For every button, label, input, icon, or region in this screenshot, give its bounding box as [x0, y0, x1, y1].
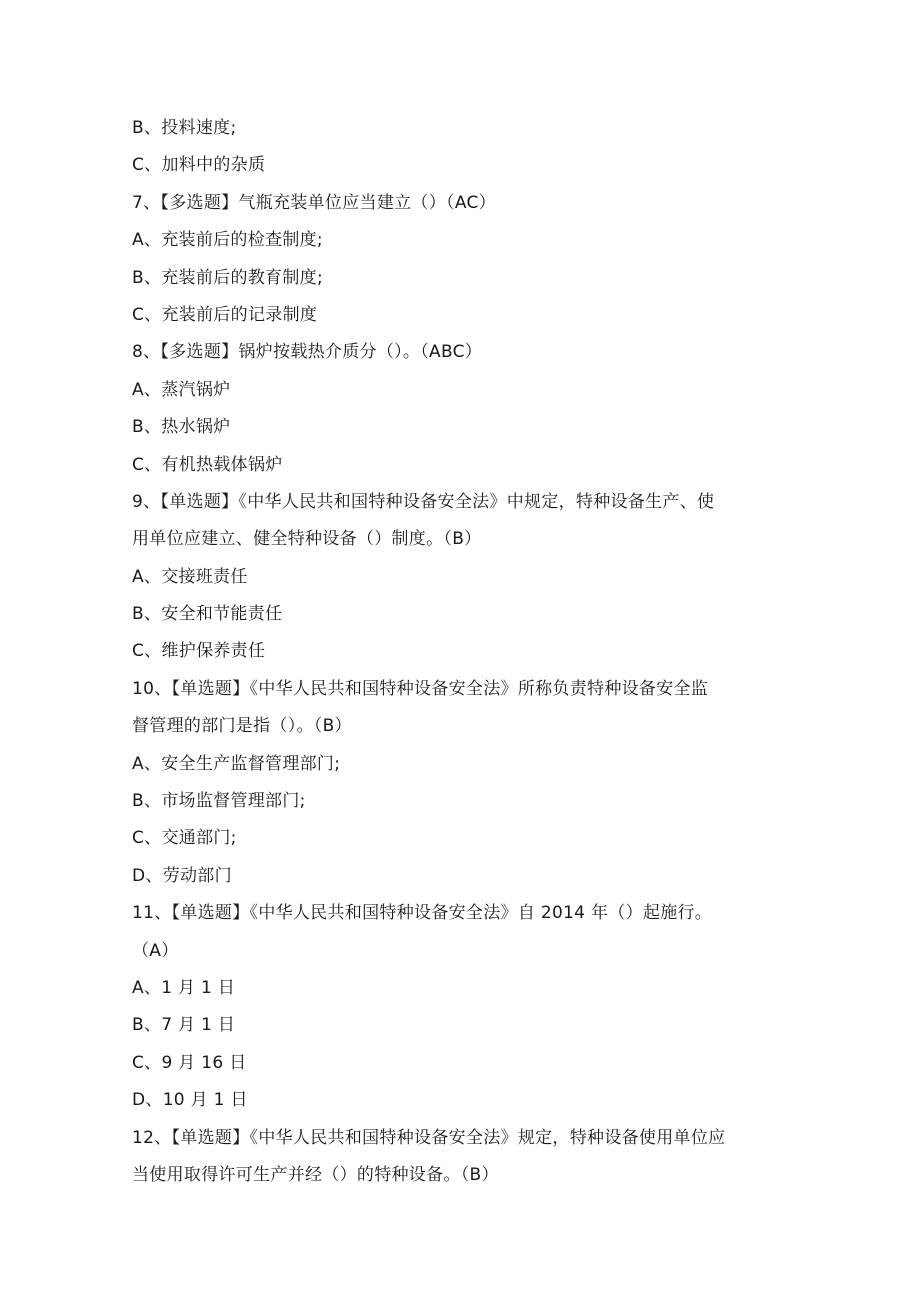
option-line: A、充装前后的检查制度; [132, 230, 323, 251]
option-line: B、安全和节能责任 [132, 604, 283, 625]
question-12: 12、【单选题】《中华人民共和国特种设备安全法》规定，特种设备使用单位应 [132, 1127, 726, 1148]
option-line: C、交通部门; [132, 828, 237, 849]
option-line: C、有机热载体锅炉 [132, 454, 283, 475]
question-9: 9、【单选题】《中华人民共和国特种设备安全法》中规定，特种设备生产、使 [132, 491, 715, 512]
text-line: C、加料中的杂质 [132, 155, 266, 176]
question-12-continued: 当使用取得许可生产并经（）的特种设备。（B） [132, 1164, 499, 1185]
option-line: D、劳动部门 [132, 865, 232, 886]
option-line: C、维护保养责任 [132, 641, 266, 662]
question-11: 11、【单选题】《中华人民共和国特种设备安全法》自 2014 年（）起施行。 [132, 903, 713, 924]
text-line: B、投料速度; [132, 118, 237, 138]
option-line: D、10 月 1 日 [132, 1090, 248, 1111]
option-line: A、安全生产监督管理部门; [132, 753, 341, 774]
option-line: B、充装前后的教育制度; [132, 267, 323, 288]
option-line: B、7 月 1 日 [132, 1015, 236, 1036]
option-line: A、交接班责任 [132, 566, 248, 587]
option-line: A、蒸汽锅炉 [132, 379, 231, 400]
option-line: A、1 月 1 日 [132, 977, 236, 998]
document-body [132, 110, 792, 1194]
option-line: C、充装前后的记录制度 [132, 304, 318, 325]
option-line: B、市场监督管理部门; [132, 791, 306, 812]
question-9-continued: 用单位应建立、健全特种设备（）制度。（B） [132, 529, 482, 550]
question-11-answer: （A） [132, 940, 179, 961]
option-line: B、热水锅炉 [132, 417, 231, 438]
question-10-continued: 督管理的部门是指（）。（B） [132, 716, 352, 737]
option-line: C、9 月 16 日 [132, 1052, 247, 1073]
question-7: 7、【多选题】气瓶充装单位应当建立（）（AC） [132, 192, 496, 213]
question-8: 8、【多选题】锅炉按载热介质分（）。（ABC） [132, 342, 483, 363]
question-10: 10、【单选题】《中华人民共和国特种设备安全法》所称负责特种设备安全监 [132, 678, 709, 699]
